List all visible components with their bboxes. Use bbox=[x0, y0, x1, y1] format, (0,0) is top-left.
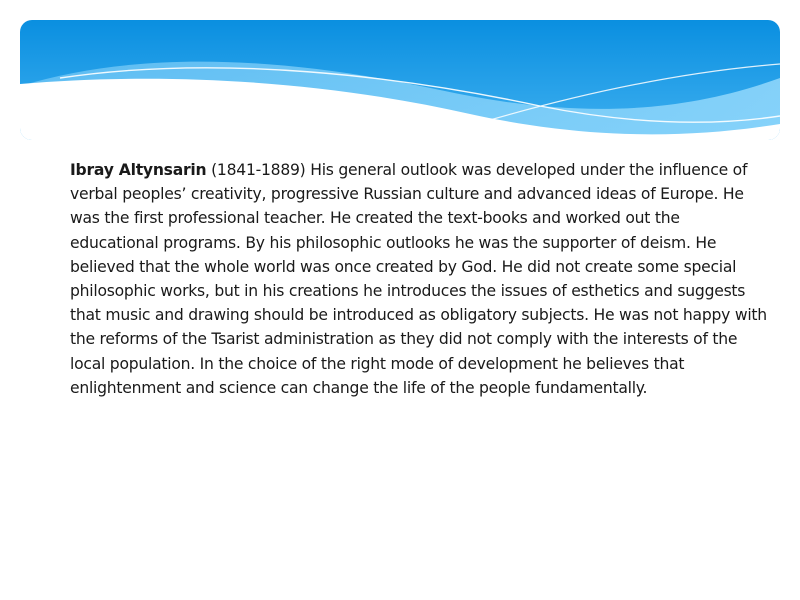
author-name: Ibray Altynsarin bbox=[70, 161, 207, 179]
body-text: His general outlook was developed under the influence of verbal peoples’ creativity, progressive Russian culture and advanced ideas of Europe. He was the first professional teacher. He created the text-books and worked out the educational programs. By his philosophic outlooks he was the supporter of deism. He believed that the whole world was once created by God. He did not create some special philosophic works, but in his creations he introduces the issues of esthetics and suggests that music and drawing should be introduced as obligatory subjects. He was not happy with the reforms of the Tsarist administration as they did not comply with the interests of the local population. In the choice of the right mode of development he believes that enlightenment and science can change the life of the people fundamentally. bbox=[70, 161, 767, 397]
author-dates: (1841-1889) bbox=[211, 161, 306, 179]
body-paragraph bbox=[70, 158, 770, 400]
header-wave-banner bbox=[20, 20, 780, 140]
